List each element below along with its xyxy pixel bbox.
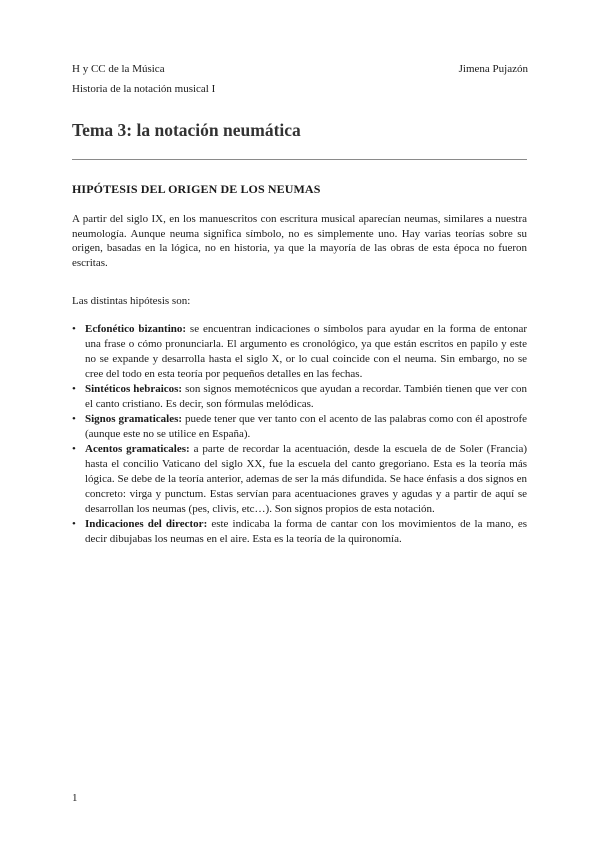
hypothesis-text: puede tener que ver tanto con el acento de las palabras como con él apostrofe (aunque este no se utilice en España). <box>85 413 527 440</box>
hypothesis-term: Sintéticos hebraicos: <box>85 383 183 395</box>
hypothesis-term: Signos gramaticales: <box>85 413 183 425</box>
header-subject: Historia de la notación musical I <box>72 83 216 95</box>
section-heading: HIPÓTESIS DEL ORIGEN DE LOS NEUMAS <box>72 182 321 196</box>
intro-paragraph: A partir del siglo IX, en los manuescritos con escritura musical aparecían neumas, similares a nuestra neumología. Aunque neuma significa símbolo, no es simplemente uno. Hay varias teorías sobre su origen, basadas en la lógica, no en historia, ya que la mayoría de las obras de esta época no fueron escritas. <box>72 213 527 269</box>
title-divider <box>72 159 527 160</box>
list-item <box>72 442 527 517</box>
header-course: H y CC de la Música <box>72 63 165 75</box>
bullet-icon: • <box>72 413 76 425</box>
header-author: Jimena Pujazón <box>458 63 528 75</box>
hypothesis-text: este indicaba la forma de cantar con los movimientos de la mano, es decir dibujabas los neumas en el aire. Esta es la teoría de la quironomía. <box>85 518 527 545</box>
list-intro: Las distintas hipótesis son: <box>72 295 191 307</box>
list-item <box>72 517 527 547</box>
document-title: Tema 3: la notación neumática <box>72 120 301 140</box>
hypothesis-term: Acentos gramaticales: <box>85 443 190 455</box>
hypothesis-text: son signos memotécnicos que ayudan a recordar. También tienen que ver con el canto cristiano. Es decir, son fórmulas melódicas. <box>85 383 527 410</box>
hypotheses-list <box>72 322 527 547</box>
bullet-icon: • <box>72 443 76 455</box>
page-number: 1 <box>72 792 78 804</box>
list-item <box>72 322 527 382</box>
hypothesis-text: a parte de recordar la acentuación, desde la escuela de de Soler (Francia) hasta el concilio Vaticano del siglo XX, fue la escuela del canto gregoriano. Esta es la teoría más lógica. Se debe de la teoría anterior, ademas de ser la más difundida. Se hace énfasis a dos signos en concreto: virga y punctum. Estas servían para acentuaciones graves y agudas y a partir de aquí se desarrollan los neumas (pes, clivis, etc…). Son signos propios de esta notación. <box>85 443 527 515</box>
hypothesis-term: Indicaciones del director: <box>85 518 208 530</box>
bullet-icon: • <box>72 518 76 530</box>
bullet-icon: • <box>72 323 76 335</box>
hypothesis-term: Ecfonético bizantino: <box>85 323 187 335</box>
hypothesis-text: se encuentran indicaciones o símbolos para ayudar en la forma de entonar una frase o cómo pronunciarla. El argumento es cronológico, ya que están escritos en papilo y este no se expande y desarrolla hasta el siglo X, or lo cual coincide con el neuma. Sin embargo, no se cree del todo en esta teoría por pequeños detalles en las fechas. <box>85 323 527 380</box>
bullet-icon: • <box>72 383 76 395</box>
list-item <box>72 382 527 412</box>
list-item <box>72 412 527 442</box>
